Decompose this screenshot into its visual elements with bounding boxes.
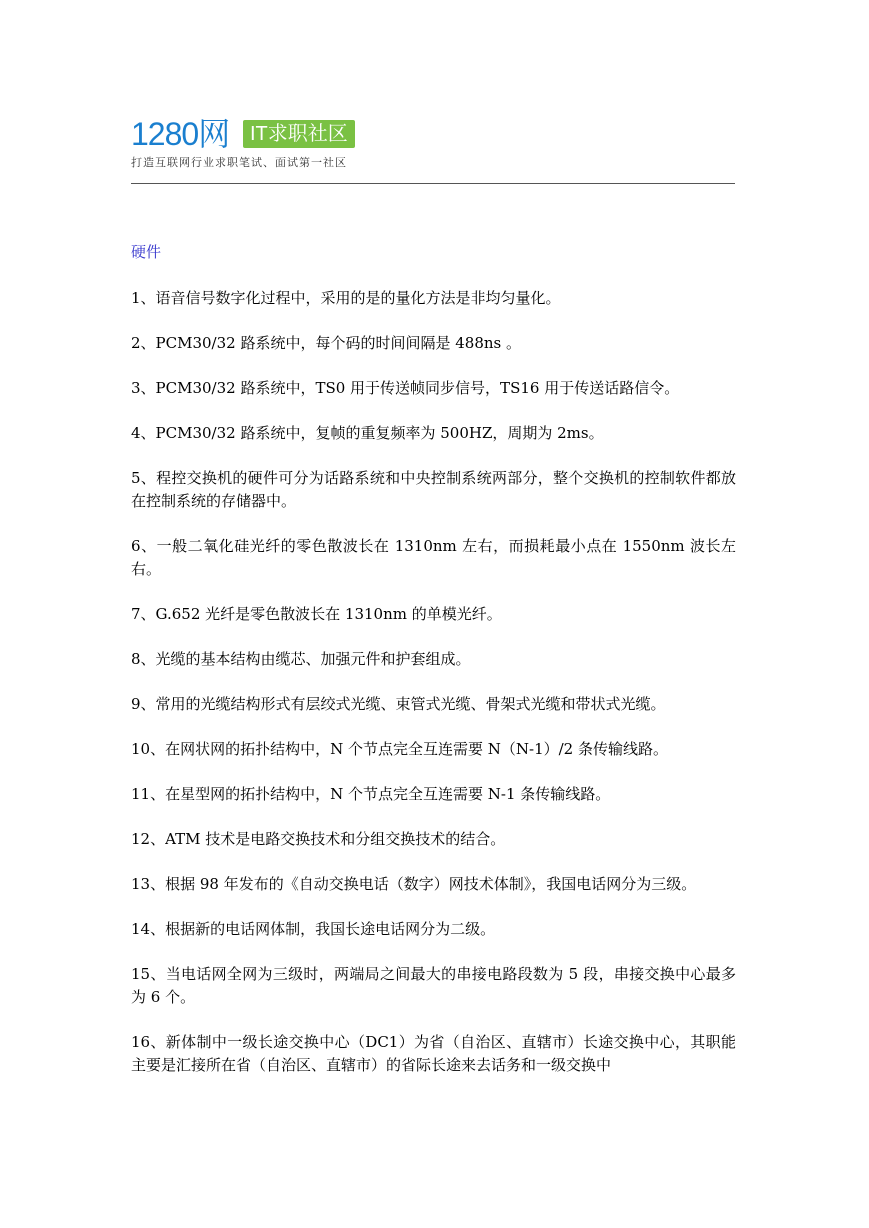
list-item: 3、PCM30/32 路系统中，TS0 用于传送帧同步信号，TS16 用于传送话路信令。 — [131, 379, 680, 397]
logo-slogan: 打造互联网行业求职笔试、面试第一社区 — [131, 157, 347, 169]
list-item: 7、G.652 光纤是零色散波长在 1310nm 的单模光纤。 — [131, 605, 502, 623]
list-item: 5、程控交换机的硬件可分为话路系统和中央控制系统两部分，整个交换机的控制软件都放在控制系统的存储器中。 — [131, 469, 736, 510]
list-item: 13、根据 98 年发布的《自动交换电话（数字）网技术体制》，我国电话网分为三级。 — [131, 875, 697, 893]
list-item: 14、根据新的电话网体制，我国长途电话网分为二级。 — [131, 920, 496, 938]
logo-tag: IT求职社区 — [243, 120, 355, 148]
logo-number: 1280网 — [131, 116, 230, 152]
list-item: 10、在网状网的拓扑结构中，N 个节点完全互连需要 N（N-1）/2 条传输线路。 — [131, 740, 668, 758]
section-title: 硬件 — [131, 243, 162, 261]
list-item: 4、PCM30/32 路系统中，复帧的重复频率为 500HZ，周期为 2ms。 — [131, 424, 604, 442]
list-item: 1、语音信号数字化过程中，采用的是的量化方法是非均匀量化。 — [131, 289, 561, 307]
list-item: 11、在星型网的拓扑结构中，N 个节点完全互连需要 N-1 条传输线路。 — [131, 785, 611, 803]
document-page — [131, 0, 736, 1228]
list-item: 8、光缆的基本结构由缆芯、加强元件和护套组成。 — [131, 650, 471, 668]
list-item: 12、ATM 技术是电路交换技术和分组交换技术的结合。 — [131, 830, 506, 848]
list-item: 15、当电话网全网为三级时，两端局之间最大的串接电路段数为 5 段，串接交换中心最多为 6 个。 — [131, 965, 736, 1006]
header-divider — [131, 183, 735, 184]
list-item: 6、一般二氧化硅光纤的零色散波长在 1310nm 左右，而损耗最小点在 1550nm 波长左右。 — [131, 537, 736, 578]
list-item: 9、常用的光缆结构形式有层绞式光缆、束管式光缆、骨架式光缆和带状式光缆。 — [131, 695, 666, 713]
site-logo[interactable] — [131, 118, 391, 178]
list-item: 16、新体制中一级长途交换中心（DC1）为省（自治区、直辖市）长途交换中心，其职能主要是汇接所在省（自治区、直辖市）的省际长途来去话务和一级交换中 — [131, 1033, 736, 1074]
list-item: 2、PCM30/32 路系统中，每个码的时间间隔是 488ns 。 — [131, 334, 521, 352]
question-list — [131, 287, 736, 1099]
